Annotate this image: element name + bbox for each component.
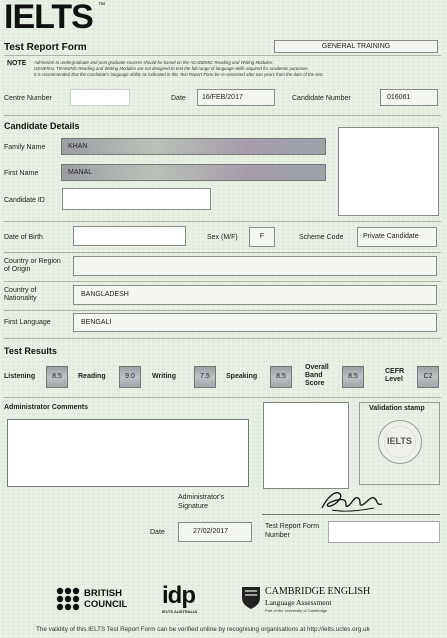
first-language-label: First Language [4, 319, 51, 326]
candidate-photo [338, 127, 439, 216]
writing-label: Writing [152, 373, 176, 380]
results-divider [4, 397, 441, 398]
overall-label-1: Overall [305, 364, 329, 371]
administrator-signature [318, 486, 386, 516]
test-results-title: Test Results [4, 346, 57, 356]
listening-label: Listening [4, 373, 36, 380]
british-council-dots-icon [56, 587, 80, 611]
admin-date-field: 27/02/2017 [178, 522, 252, 542]
date-label: Date [171, 95, 186, 102]
british-council-text-2: COUNCIL [84, 599, 128, 610]
speaking-score: 8.5 [270, 366, 292, 388]
nationality-label-2: Nationality [4, 295, 37, 302]
signature-label-2: Signature [178, 503, 208, 510]
form-title: Test Report Form [4, 42, 87, 53]
region-label-2: of Origin [4, 266, 31, 273]
details-divider [4, 221, 441, 222]
validation-stamp-text: IELTS [387, 436, 412, 446]
note-label: NOTE [7, 60, 27, 67]
admin-comments-label: Administrator Comments [4, 404, 89, 411]
trf-number-field [328, 521, 440, 543]
listening-score: 8.5 [46, 366, 68, 388]
admin-photo-box [263, 402, 349, 489]
speaking-label: Speaking [226, 373, 258, 380]
nationality-label-1: Country of [4, 287, 37, 294]
signature-label-1: Administrator's [178, 494, 225, 501]
first-language-field: BENGALI [73, 313, 437, 332]
overall-label-2: Band [305, 372, 323, 379]
reading-label: Reading [78, 373, 106, 380]
family-name-label: Family Name [4, 144, 46, 151]
cambridge-text-3: Part of the University of Cambridge [265, 608, 328, 613]
cambridge-shield-icon [241, 586, 261, 610]
sex-field: F [249, 227, 275, 247]
overall-label-3: Score [305, 380, 325, 387]
note-line-3: It is recommended that the candidate's language ability as indicated in this Test Report Form be re-assessed after two years from the date of the test. [34, 72, 324, 77]
sex-label: Sex (M/F) [207, 234, 238, 241]
ielts-logo: IELTS [4, 0, 93, 36]
region-label-1: Country or Region [4, 258, 61, 265]
dob-label: Date of Birth [4, 234, 43, 241]
cambridge-text-2: Language Assessment [265, 598, 332, 607]
note-line-2: GENERAL TRAINING Reading and Writing Modules are not designed to test the full range of language skills required for academic purposes. [34, 66, 309, 71]
cefr-level: C2 [417, 366, 439, 388]
verification-text: The validity of this IELTS Test Report Form can be verified online by recognising organisations at http://ielts.ucles.org.uk [36, 626, 370, 633]
centre-divider [4, 115, 441, 116]
signature-line [262, 514, 440, 515]
scheme-code-field: Private Candidate [357, 227, 437, 247]
overall-score: 8.5 [342, 366, 364, 388]
trf-number-label-2: Number [265, 532, 290, 539]
writing-score: 7.5 [194, 366, 216, 388]
dob-field [73, 226, 186, 246]
family-name-field: KHAN [61, 138, 326, 155]
test-date-field: 16/FEB/2017 [197, 89, 275, 106]
first-name-field: MANAL [61, 164, 326, 181]
cefr-label-2: Level [385, 376, 403, 383]
region-field [73, 256, 437, 276]
trf-number-label-1: Test Report Form [265, 523, 320, 530]
dob-divider [4, 252, 441, 253]
nationality-divider [4, 310, 441, 311]
candidate-id-label: Candidate ID [4, 197, 45, 204]
candidate-id-field [62, 188, 211, 210]
british-council-text-1: BRITISH [84, 588, 122, 599]
header-divider [4, 55, 441, 56]
module-box: GENERAL TRAINING [274, 40, 438, 53]
nationality-field: BANGLADESH [73, 285, 437, 305]
trademark-mark: ™ [98, 2, 105, 9]
admin-comments-box [7, 419, 249, 487]
scheme-code-label: Scheme Code [299, 234, 344, 241]
validation-stamp-label: Validation stamp [369, 405, 425, 412]
language-divider [4, 338, 441, 339]
idp-subtitle: IELTS AUSTRALIA [162, 609, 198, 614]
region-divider [4, 281, 441, 282]
candidate-number-field: 016061 [380, 89, 438, 106]
candidate-details-title: Candidate Details [4, 121, 80, 131]
note-line-1: Admission to undergraduate and post graduate courses should be based on the ACADEMIC Reading and Writing Modules. [34, 60, 274, 65]
first-name-label: First Name [4, 170, 39, 177]
admin-date-label: Date [150, 529, 165, 536]
cefr-label-1: CEFR [385, 368, 405, 375]
reading-score: 9.0 [119, 366, 141, 388]
centre-number-label: Centre Number [4, 95, 52, 102]
idp-logo: idp [162, 582, 195, 609]
centre-number-field [70, 89, 130, 106]
cambridge-text-1: CAMBRIDGE ENGLISH [265, 586, 371, 597]
candidate-number-label: Candidate Number [292, 95, 351, 102]
